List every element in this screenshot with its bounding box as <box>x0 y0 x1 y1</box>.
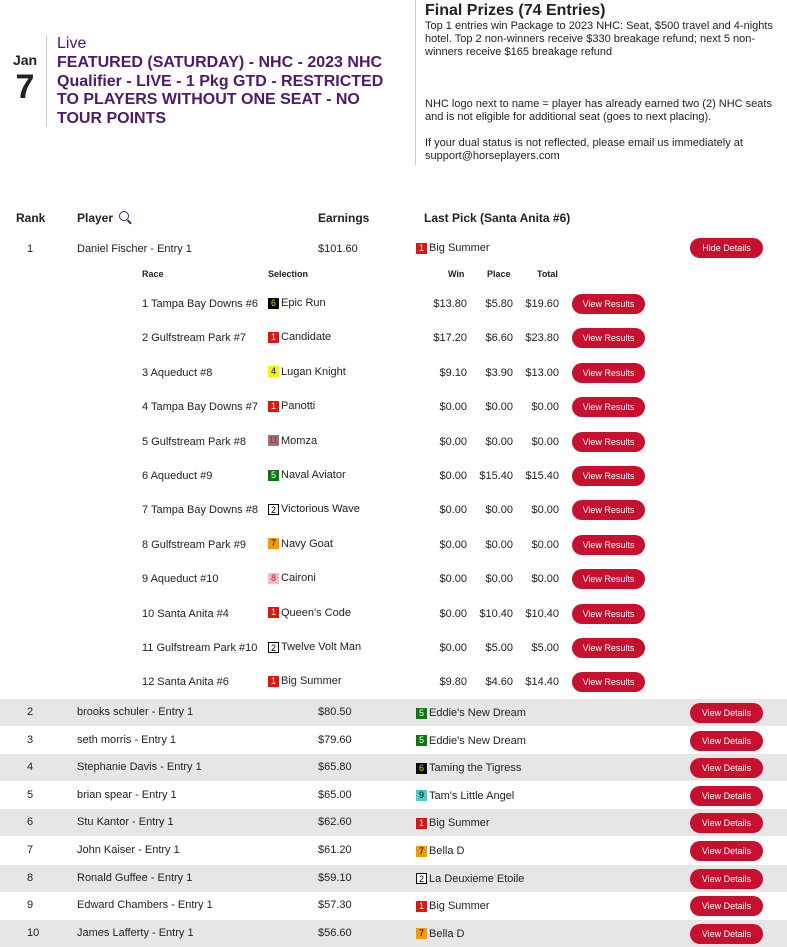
place-amount: $0.00 <box>485 538 513 551</box>
horse-name: Bella D <box>429 845 465 857</box>
selection <box>268 469 346 481</box>
pick-row <box>0 604 787 624</box>
selection <box>268 572 316 584</box>
program-number-badge: 1 <box>268 332 279 343</box>
view-results-button[interactable]: View Results <box>572 397 645 417</box>
win-amount: $17.20 <box>433 332 467 345</box>
total-amount: $14.40 <box>525 676 559 689</box>
horse-name: Big Summer <box>429 817 490 830</box>
total-header: Total <box>537 269 558 279</box>
program-number-badge: 2 <box>416 873 427 884</box>
total-amount: $23.80 <box>525 332 559 345</box>
horse-name: Bella D <box>429 927 465 940</box>
rank: 3 <box>27 733 34 746</box>
player-name: John Kaiser - Entry 1 <box>77 844 180 856</box>
pick-row <box>0 500 787 520</box>
program-number-badge: 2 <box>268 642 279 653</box>
program-number-badge: 1 <box>268 676 279 687</box>
player-name: Ronald Guffee - Entry 1 <box>77 871 193 884</box>
race-header: Race <box>142 269 164 279</box>
total-amount: $19.60 <box>525 298 559 310</box>
pick-row <box>0 672 787 692</box>
program-number-badge: 4 <box>268 366 279 377</box>
win-amount: $0.00 <box>439 642 467 654</box>
event-status: Live <box>57 35 87 52</box>
selection <box>268 297 326 309</box>
pick-row <box>0 328 787 348</box>
dual-status-note: If your dual status is not reflected, please email us immediately at support@horseplayers.com <box>425 137 743 162</box>
pick-row <box>0 569 787 589</box>
view-details-button[interactable]: View Details <box>690 758 763 778</box>
program-number-badge: 5 <box>416 735 427 746</box>
place-amount: $10.40 <box>479 607 513 620</box>
program-number-badge: 5 <box>416 708 427 719</box>
program-number-badge: 6 <box>268 298 279 309</box>
view-results-button[interactable]: View Results <box>572 328 645 348</box>
program-number-badge: 5 <box>268 470 279 481</box>
rank: 7 <box>27 844 34 856</box>
total-amount: $13.00 <box>525 366 559 379</box>
pick-row <box>0 535 787 555</box>
horse-name: Queen's Code <box>281 606 351 619</box>
rank: 1 <box>27 243 34 255</box>
race-name: 5 Gulfstream Park #8 <box>142 435 246 448</box>
rank: 5 <box>27 788 34 801</box>
horse-name: Caironi <box>281 572 316 585</box>
view-details-button[interactable]: View Details <box>690 869 763 889</box>
horse-name: Tam's Little Angel <box>429 789 515 802</box>
program-number-badge: 1 <box>416 818 427 829</box>
view-details-button[interactable]: View Details <box>690 841 763 861</box>
last-pick <box>416 790 514 802</box>
pick-row <box>0 432 787 452</box>
table-row <box>0 865 787 892</box>
view-results-button[interactable]: View Results <box>572 466 645 486</box>
view-results-button[interactable]: View Results <box>572 535 645 555</box>
program-number-badge: 1 <box>416 901 427 912</box>
earnings: $65.80 <box>318 761 352 774</box>
race-name: 4 Tampa Bay Downs #7 <box>142 401 258 414</box>
rank: 9 <box>27 899 34 912</box>
rank-header: Rank <box>16 211 46 225</box>
earnings: $57.30 <box>318 899 352 912</box>
pick-row <box>0 294 787 314</box>
total-amount: $5.00 <box>531 642 559 654</box>
program-number-badge: 1 <box>268 401 279 412</box>
selection <box>268 435 317 447</box>
hide-details-button[interactable]: Hide Details <box>690 238 763 258</box>
race-name: 11 Gulfstream Park #10 <box>142 642 258 654</box>
horse-name: Naval Aviator <box>281 469 346 481</box>
last-pick <box>416 817 490 829</box>
player-name: brian spear - Entry 1 <box>77 788 177 801</box>
total-amount: $0.00 <box>531 573 559 586</box>
selection <box>268 607 351 619</box>
view-details-button[interactable]: View Details <box>690 731 763 751</box>
view-results-button[interactable]: View Results <box>572 672 645 692</box>
horse-name: Navy Goat <box>281 537 333 550</box>
selection <box>268 538 333 550</box>
total-amount: $0.00 <box>531 401 559 414</box>
selection <box>268 400 315 412</box>
horse-name: Momza <box>281 434 318 447</box>
table-row <box>0 809 787 836</box>
player-name: Stu Kantor - Entry 1 <box>77 816 174 829</box>
program-number-badge: 7 <box>416 846 427 857</box>
view-details-button[interactable]: View Details <box>690 924 763 944</box>
last-pick <box>416 873 524 885</box>
earnings-header: Earnings <box>318 211 370 225</box>
place-amount: $3.90 <box>485 366 513 379</box>
divider <box>46 35 47 127</box>
table-row <box>0 754 787 781</box>
player-name: Daniel Fischer - Entry 1 <box>77 243 192 255</box>
horse-name: Victorious Wave <box>281 503 360 516</box>
last-pick <box>416 845 464 857</box>
table-row <box>0 782 787 809</box>
event-title: FEATURED (SATURDAY) - NHC - 2023 NHC Qualifier - LIVE - 1 Pkg GTD - RESTRICTED TO PLAYERS WITHOUT ONE SEAT - NO TOUR POINTS <box>57 54 384 127</box>
divider <box>415 0 416 165</box>
table-row <box>0 837 787 864</box>
earnings: $79.60 <box>318 733 352 746</box>
table-row <box>0 727 787 754</box>
win-amount: $0.00 <box>439 538 467 551</box>
total-amount: $0.00 <box>531 538 559 551</box>
program-number-badge: 7 <box>268 538 279 549</box>
view-details-button[interactable]: View Details <box>690 813 763 833</box>
nhc-logo-note: NHC logo next to name = player has already earned two (2) NHC seats and is not eligible for additional seat (goes to next placing). <box>425 98 772 123</box>
program-number-badge: 2 <box>268 504 279 515</box>
program-number-badge: 1 <box>416 243 427 254</box>
pick-row <box>0 397 787 417</box>
horse-name: Lugan Knight <box>281 365 346 378</box>
selection <box>268 675 342 687</box>
race-name: 2 Gulfstream Park #7 <box>142 332 246 345</box>
horse-name: Taming the Tigress <box>429 762 522 775</box>
horse-name: Big Summer <box>429 242 490 254</box>
horse-name: Big Summer <box>281 675 342 688</box>
player-header <box>77 211 129 225</box>
view-results-button[interactable]: View Results <box>572 363 645 383</box>
place-amount: $5.80 <box>485 298 513 310</box>
earnings: $56.60 <box>318 926 352 939</box>
rank: 2 <box>27 706 34 718</box>
race-name: 1 Tampa Bay Downs #6 <box>142 298 258 310</box>
event-month: Jan <box>12 52 38 68</box>
place-header: Place <box>487 269 511 279</box>
selection <box>268 331 331 343</box>
earnings: $80.50 <box>318 706 352 718</box>
view-results-button[interactable]: View Results <box>572 604 645 624</box>
view-results-button[interactable]: View Results <box>572 294 645 314</box>
total-amount: $15.40 <box>525 470 559 482</box>
win-amount: $0.00 <box>439 435 467 448</box>
view-details-button[interactable]: View Details <box>690 896 763 916</box>
win-amount: $0.00 <box>439 573 467 586</box>
race-name: 8 Gulfstream Park #9 <box>142 538 246 551</box>
view-results-button[interactable]: View Results <box>572 432 645 452</box>
horse-name: La Deuxieme Etoile <box>429 872 525 885</box>
selection <box>268 366 346 378</box>
win-amount: $0.00 <box>439 504 467 517</box>
win-amount: $9.80 <box>439 676 467 689</box>
table-row <box>0 238 787 260</box>
horse-name: Big Summer <box>429 900 490 913</box>
table-row <box>0 892 787 919</box>
rank: 10 <box>27 926 40 939</box>
event-day: 7 <box>15 68 35 106</box>
last-pick <box>416 900 490 912</box>
player-name: seth morris - Entry 1 <box>77 733 177 746</box>
place-amount: $4.60 <box>485 676 513 689</box>
player-header-label: Player <box>77 211 114 225</box>
last-pick <box>416 762 521 774</box>
rank: 8 <box>27 871 34 884</box>
program-number-badge: 6 <box>416 763 427 774</box>
race-name: 9 Aqueduct #10 <box>142 573 219 586</box>
program-number-badge: 7 <box>416 928 427 939</box>
total-amount: $0.00 <box>531 435 559 448</box>
player-name: James Lafferty - Entry 1 <box>77 926 194 939</box>
player-name: Stephanie Davis - Entry 1 <box>77 761 202 774</box>
place-amount: $0.00 <box>485 504 513 517</box>
rank: 4 <box>27 761 34 774</box>
prizes-heading: Final Prizes (74 Entries) <box>425 2 606 19</box>
win-amount: $13.80 <box>433 298 467 310</box>
last-pick <box>416 242 490 254</box>
last-pick <box>416 928 464 940</box>
view-details-button[interactable]: View Details <box>690 703 763 723</box>
earnings: $101.60 <box>318 243 358 255</box>
last-pick <box>416 735 526 747</box>
earnings: $61.20 <box>318 844 352 856</box>
horse-name: Twelve Volt Man <box>281 641 362 653</box>
program-number-badge: 9 <box>416 790 427 801</box>
prizes-panel <box>425 2 780 163</box>
event-date <box>10 52 40 104</box>
player-name: brooks schuler - Entry 1 <box>77 706 194 718</box>
race-name: 6 Aqueduct #9 <box>142 470 213 482</box>
program-number-badge: 11 <box>268 435 279 446</box>
win-header: Win <box>448 269 465 279</box>
place-amount: $0.00 <box>485 573 513 586</box>
rank: 6 <box>27 816 34 829</box>
selection-header: Selection <box>268 269 309 279</box>
place-amount: $15.40 <box>479 470 513 482</box>
total-amount: $0.00 <box>531 504 559 517</box>
pick-row <box>0 638 787 658</box>
race-name: 12 Santa Anita #6 <box>142 676 229 689</box>
view-results-button[interactable]: View Results <box>572 500 645 520</box>
search-icon[interactable] <box>119 211 129 221</box>
total-amount: $10.40 <box>525 607 559 620</box>
selection <box>268 641 361 653</box>
pick-row <box>0 466 787 486</box>
place-amount: $0.00 <box>485 401 513 414</box>
last-pick <box>416 707 526 719</box>
pick-row <box>0 363 787 383</box>
horse-name: Epic Run <box>281 297 326 309</box>
view-results-button[interactable]: View Results <box>572 569 645 589</box>
earnings: $65.00 <box>318 788 352 801</box>
horse-name: Eddie's New Dream <box>429 707 526 719</box>
horse-name: Eddie's New Dream <box>429 734 526 747</box>
horse-name: Panotti <box>281 400 316 413</box>
view-results-button[interactable]: View Results <box>572 638 645 658</box>
table-row <box>0 699 787 726</box>
place-amount: $0.00 <box>485 435 513 448</box>
horse-name: Candidate <box>281 331 332 344</box>
earnings: $62.60 <box>318 816 352 829</box>
race-name: 3 Aqueduct #8 <box>142 366 213 379</box>
program-number-badge: 8 <box>268 573 279 584</box>
win-amount: $0.00 <box>439 470 467 482</box>
prizes-text: Top 1 entries win Package to 2023 NHC: Seat, $500 travel and 4-nights hotel. Top 2 non-winners receive $330 breakage refund; next 5 non-winners receive $165 breakage refund <box>425 20 773 58</box>
selection <box>268 503 360 515</box>
place-amount: $5.00 <box>485 642 513 654</box>
place-amount: $6.60 <box>485 332 513 345</box>
view-details-button[interactable]: View Details <box>690 786 763 806</box>
race-name: 10 Santa Anita #4 <box>142 607 229 620</box>
win-amount: $0.00 <box>439 607 467 620</box>
program-number-badge: 1 <box>268 607 279 618</box>
earnings: $59.10 <box>318 871 352 884</box>
last-pick-header: Last Pick (Santa Anita #6) <box>424 211 571 225</box>
player-name: Edward Chambers - Entry 1 <box>77 899 213 912</box>
win-amount: $9.10 <box>439 366 467 379</box>
race-name: 7 Tampa Bay Downs #8 <box>142 504 258 517</box>
win-amount: $0.00 <box>439 401 467 414</box>
